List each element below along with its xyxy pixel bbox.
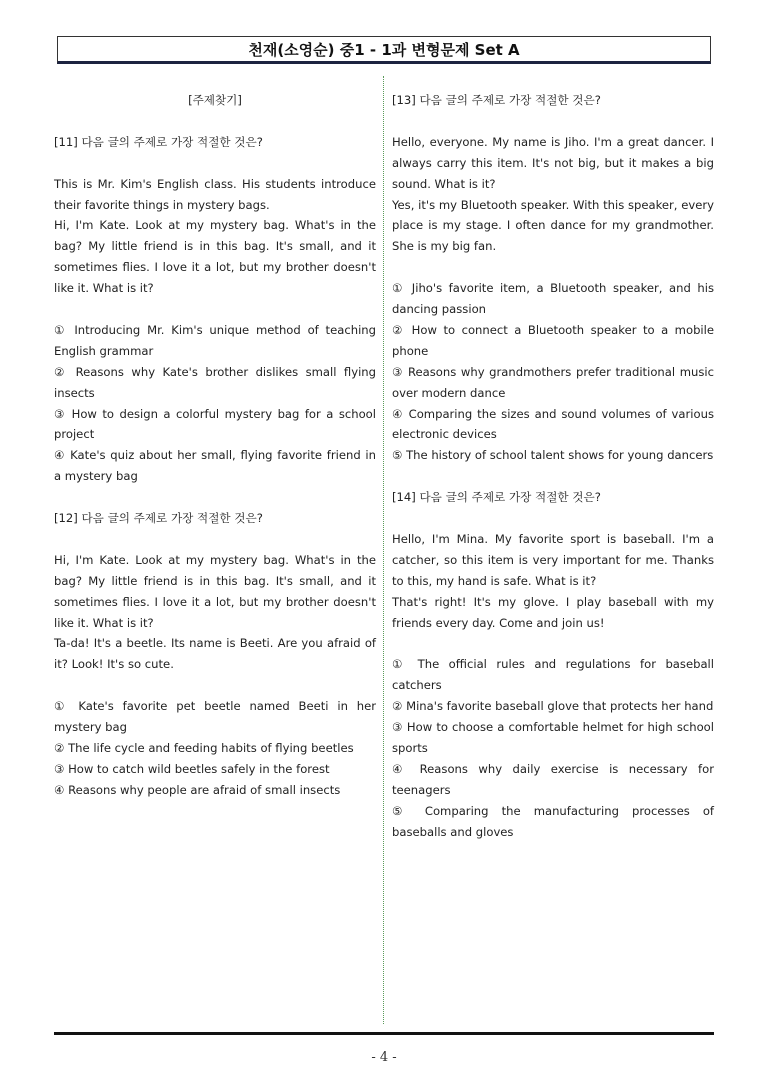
answer-option: ④ Reasons why people are afraid of small insects (54, 782, 341, 797)
passage-paragraph: Yes, it's my Bluetooth speaker. With this speaker, every place is my stage. I often dance for my grandmother. She is my big fan. (392, 197, 714, 254)
passage-paragraph: Ta-da! It's a beetle. Its name is Beeti. Are you afraid of it? Look! It's so cute. (54, 636, 376, 672)
passage-paragraph: Hello, I'm Mina. My favorite sport is baseball. I'm a catcher, so this item is very important for me. Thanks to this, my hand is safe. What is it? (392, 531, 714, 588)
left-column (54, 90, 376, 801)
answer-option: ② The life cycle and feeding habits of flying beetles (54, 741, 354, 755)
question-12 (54, 508, 376, 801)
answer-option: ④ Kate's quiz about her small, flying favorite friend in a mystery bag (54, 448, 376, 484)
page-number: - 4 - (371, 1050, 397, 1065)
answer-option: ② How to connect a Bluetooth speaker to a mobile phone (392, 322, 714, 358)
passage-paragraph: That's right! It's my glove. I play baseball with my friends every day. Come and join us! (392, 594, 714, 630)
answer-option: ① Jiho's favorite item, a Bluetooth speaker, and his dancing passion (392, 281, 714, 317)
question-13 (392, 90, 714, 466)
question-prompt: [13] 다음 글의 주제로 가장 적절한 것은? (392, 93, 601, 107)
right-column (392, 90, 714, 843)
question-11 (54, 132, 376, 487)
question-prompt: [11] 다음 글의 주제로 가장 적절한 것은? (54, 134, 263, 149)
answer-option: ③ How to design a colorful mystery bag for a school project (54, 406, 376, 442)
passage-paragraph: This is Mr. Kim's English class. His students introduce their favorite things in mystery bags. (54, 176, 376, 212)
question-prompt: [14] 다음 글의 주제로 가장 적절한 것은? (392, 490, 601, 505)
answer-option: ③ Reasons why grandmothers prefer traditional music over modern dance (392, 364, 714, 400)
passage-paragraph: Hi, I'm Kate. Look at my mystery bag. What's in the bag? My little friend is in this bag. It's small, and it sometimes flies. I love it a lot, but my brother doesn't like it. What is it? (54, 552, 376, 630)
answer-option: ⑤ The history of school talent shows for young dancers (392, 448, 714, 463)
passage-paragraph: Hello, everyone. My name is Jiho. I'm a great dancer. I always carry this item. It's not big, but it makes a big sound. What is it? (392, 134, 714, 191)
section-label: [주제찾기] (188, 93, 242, 107)
answer-option: ⑤ Comparing the manufacturing processes of baseballs and gloves (392, 803, 714, 839)
answer-option: ④ Reasons why daily exercise is necessary for teenagers (392, 761, 714, 797)
answer-option: ① The official rules and regulations for baseball catchers (392, 657, 714, 693)
answer-option: ② Mina's favorite baseball glove that protects her hand (392, 699, 714, 714)
question-14 (392, 487, 714, 842)
question-prompt: [12] 다음 글의 주제로 가장 적절한 것은? (54, 511, 263, 526)
bottom-rule (54, 1032, 714, 1035)
answer-option: ② Reasons why Kate's brother dislikes small flying insects (54, 364, 376, 400)
answer-option: ④ Comparing the sizes and sound volumes of various electronic devices (392, 406, 714, 442)
answer-option: ③ How to choose a comfortable helmet for high school sports (392, 720, 714, 756)
page-title: 천재(소영순) 중1 - 1과 변형문제 Set A (57, 36, 711, 64)
answer-option: ① Kate's favorite pet beetle named Beeti in her mystery bag (54, 699, 376, 735)
column-divider (383, 76, 384, 1024)
passage-paragraph: Hi, I'm Kate. Look at my mystery bag. What's in the bag? My little friend is in this bag. It's small, and it sometimes flies. I love it a lot, but my brother doesn't like it. What is it? (54, 218, 376, 296)
answer-option: ① Introducing Mr. Kim's unique method of teaching English grammar (54, 322, 376, 358)
answer-option: ③ How to catch wild beetles safely in the forest (54, 761, 330, 776)
